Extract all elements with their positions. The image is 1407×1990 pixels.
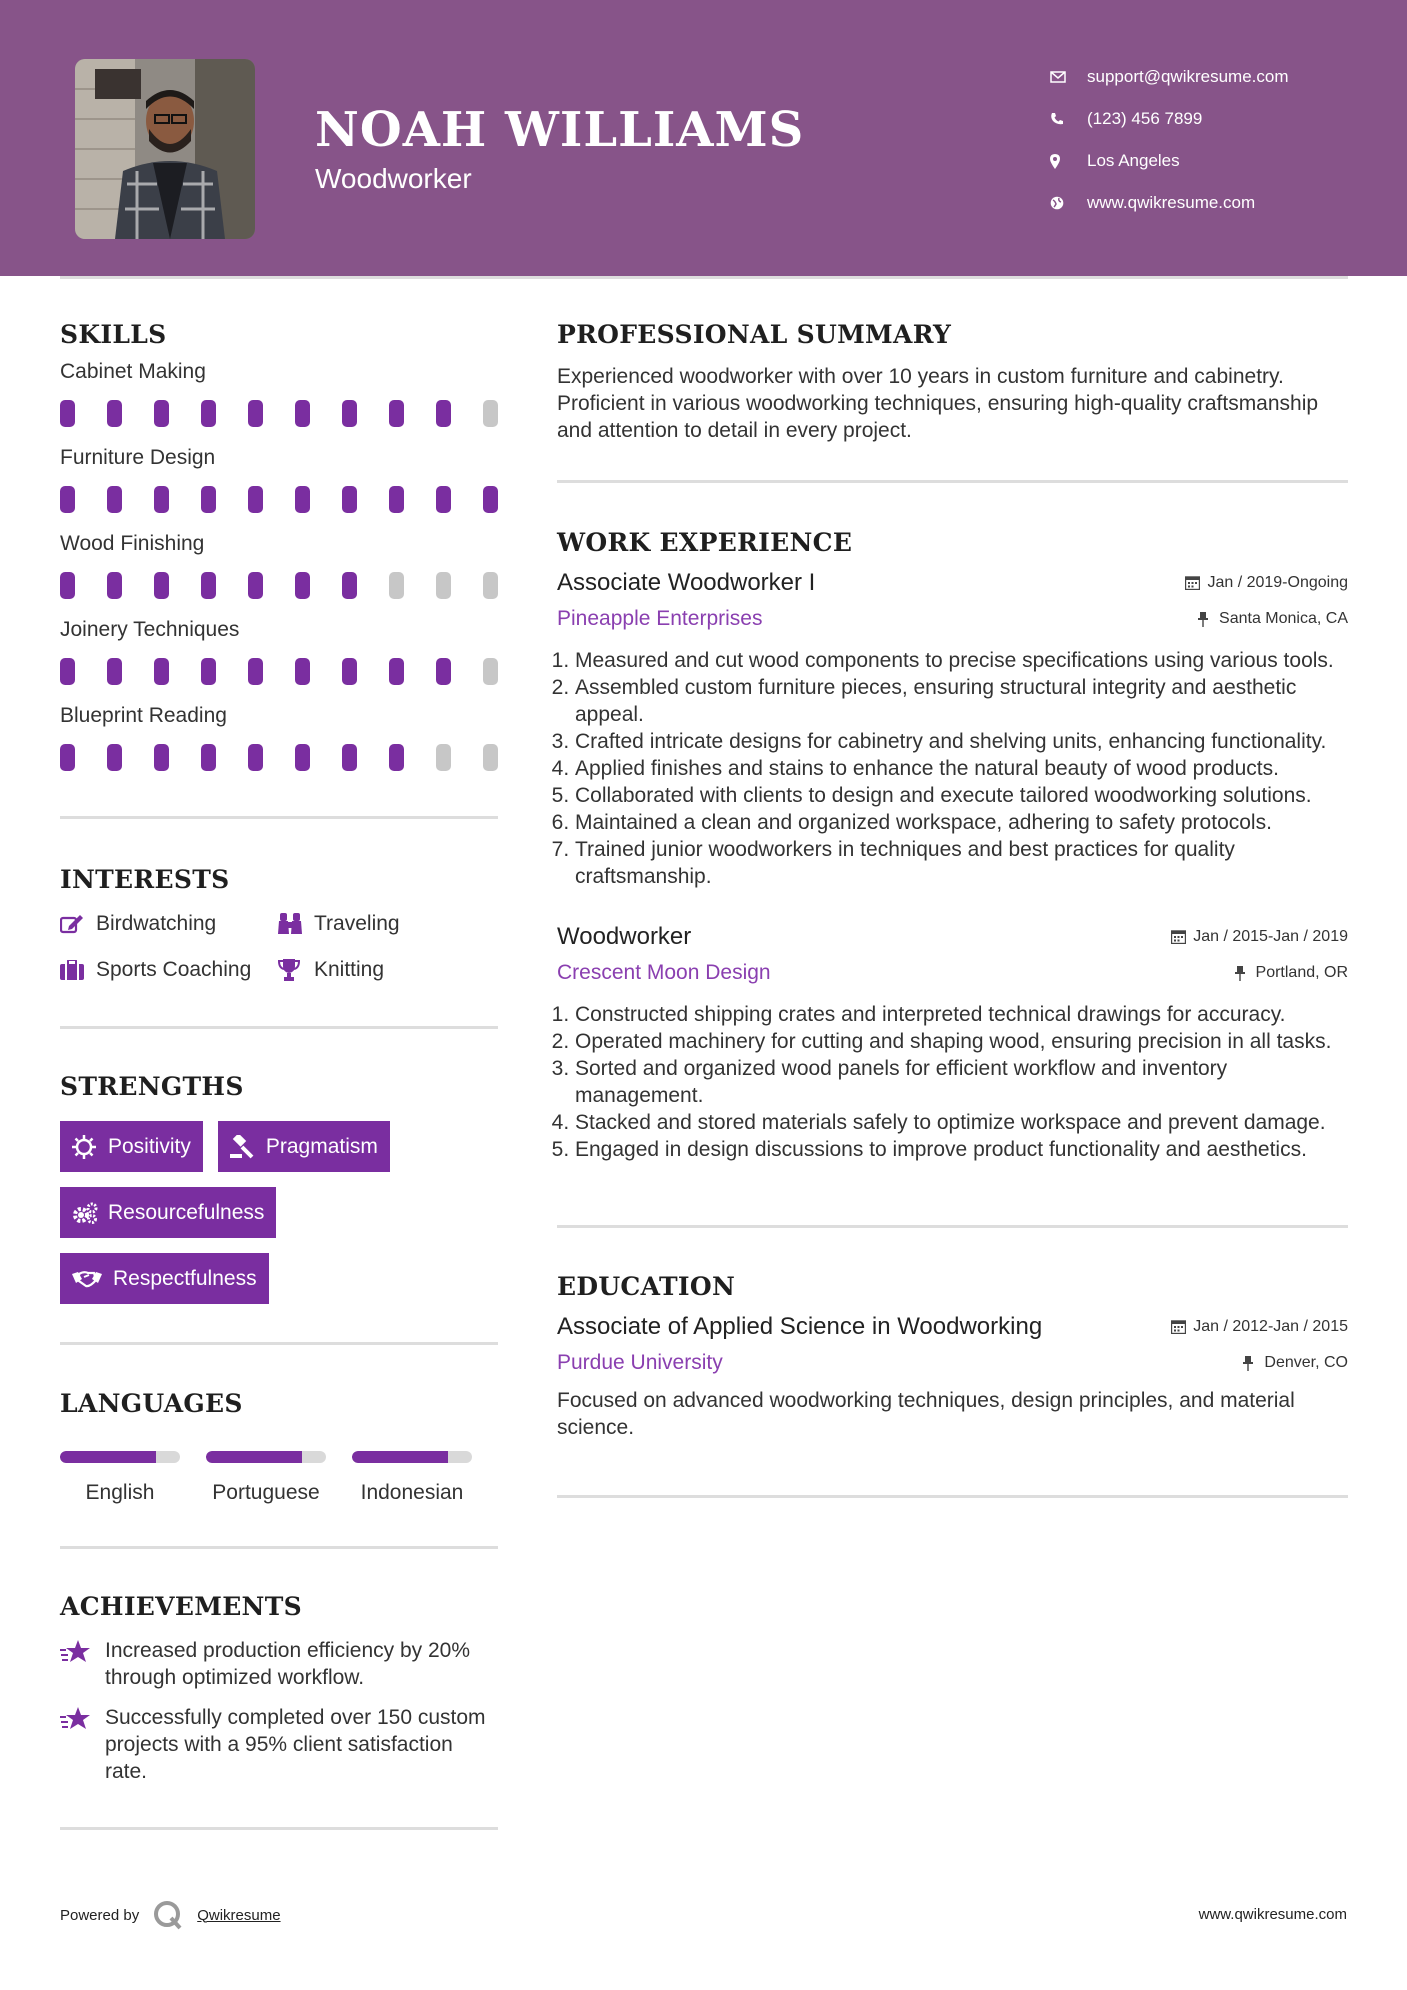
contact-email[interactable]	[1050, 56, 1390, 98]
language-level-bar	[206, 1451, 326, 1463]
skill-dot-filled	[201, 486, 216, 513]
language-level-fill	[352, 1451, 448, 1463]
skill-dot-filled	[201, 658, 216, 685]
interests-section	[60, 865, 498, 984]
summary-heading: PROFESSIONAL SUMMARY	[557, 320, 952, 349]
job-date-text: Jan / 2015-Jan / 2019	[1193, 927, 1348, 945]
strengths-list	[60, 1121, 498, 1304]
responsibility-item: 1. Measured and cut wood components to precise specifications using various tools.	[575, 647, 1348, 674]
skill-dot-filled	[154, 572, 169, 599]
qwikresume-link[interactable]: Qwikresume	[197, 1906, 281, 1924]
phone-icon	[1050, 112, 1087, 126]
contact-list	[1050, 56, 1390, 224]
sun-icon	[72, 1135, 108, 1159]
skill-dot-filled	[248, 744, 263, 771]
skills-list	[60, 360, 498, 772]
language-level-fill	[60, 1451, 156, 1463]
map-pin-icon	[1050, 154, 1087, 169]
skill-dot-empty	[483, 572, 498, 599]
skill-dot-filled	[342, 658, 357, 685]
skill-dot-filled	[60, 744, 75, 771]
achievements-heading: ACHIEVEMENTS	[60, 1592, 302, 1621]
skill-rating	[60, 572, 498, 600]
skill-dot-filled	[60, 486, 75, 513]
left-column	[60, 320, 498, 1830]
qwikresume-logo-icon	[153, 1900, 183, 1930]
skill-rating	[60, 400, 498, 428]
skill-dot-empty	[483, 400, 498, 427]
section-divider	[60, 1026, 498, 1029]
skill-dot-filled	[154, 658, 169, 685]
achievements-section	[60, 1592, 498, 1785]
responsibility-item: 5. Engaged in design discussions to improve product functionality and aesthetics.	[575, 1136, 1348, 1163]
calendar-icon	[1185, 575, 1207, 590]
footer-website[interactable]: www.qwikresume.com	[1198, 1906, 1347, 1923]
star-icon	[60, 1637, 105, 1691]
skill-dot-filled	[342, 486, 357, 513]
gavel-icon	[230, 1135, 266, 1159]
profile-photo	[75, 59, 255, 239]
strength-label: Resourcefulness	[108, 1200, 265, 1224]
interests-heading: INTERESTS	[60, 865, 230, 894]
skill-dot-filled	[107, 486, 122, 513]
section-divider	[60, 1827, 498, 1830]
job-date	[1171, 928, 1348, 946]
skill-dot-filled	[248, 486, 263, 513]
responsibility-item: 5. Collaborated with clients to design and execute tailored woodworking solutions.	[575, 782, 1348, 809]
language-name: Indonesian	[360, 1481, 464, 1504]
job-location	[1197, 607, 1348, 631]
strength-label: Positivity	[108, 1134, 191, 1158]
responsibility-item: 2. Assembled custom furniture pieces, ensuring structural integrity and aesthetic appeal.	[575, 674, 1348, 728]
responsibility-item: 7. Trained junior woodworkers in techniques and best practices for quality craftsmanship.	[575, 836, 1348, 890]
language-name: English	[85, 1481, 155, 1504]
interest-label: Traveling	[314, 912, 400, 935]
contact-website[interactable]	[1050, 182, 1390, 224]
skill-dot-filled	[342, 400, 357, 427]
skill-dot-empty	[436, 572, 451, 599]
header	[0, 0, 1407, 276]
strengths-heading: STRENGTHS	[60, 1072, 244, 1101]
responsibility-item: 4. Stacked and stored materials safely to optimize workspace and prevent damage.	[575, 1109, 1348, 1136]
education-entry	[557, 1313, 1348, 1441]
skill-dot-filled	[107, 400, 122, 427]
language-item	[60, 1451, 206, 1506]
skill-name: Furniture Design	[60, 446, 216, 469]
language-item	[206, 1451, 352, 1506]
contact-location	[1050, 140, 1390, 182]
interest-label: Birdwatching	[96, 912, 217, 935]
skill-dot-filled	[389, 486, 404, 513]
skill-name: Wood Finishing	[60, 532, 205, 555]
interest-label: Knitting	[314, 958, 385, 981]
strength-tag	[60, 1187, 276, 1238]
section-divider	[557, 1495, 1348, 1498]
languages-section	[60, 1389, 498, 1506]
education-date-text: Jan / 2012-Jan / 2015	[1193, 1317, 1348, 1335]
section-divider	[60, 816, 498, 819]
skill-dot-filled	[389, 400, 404, 427]
skill-dot-filled	[295, 486, 310, 513]
experience-section	[557, 528, 1348, 1163]
strength-label: Pragmatism	[265, 1134, 378, 1158]
skill-dot-filled	[248, 658, 263, 685]
section-divider	[60, 1546, 498, 1549]
binoculars-icon	[278, 913, 314, 935]
summary-section	[557, 320, 1348, 444]
skill-name: Cabinet Making	[60, 360, 206, 383]
pushpin-icon	[1242, 1356, 1264, 1371]
skill-dot-filled	[107, 658, 122, 685]
powered-by-text: Powered by	[60, 1906, 140, 1924]
language-level-bar	[60, 1451, 180, 1463]
achievement-item	[60, 1637, 498, 1691]
right-column	[557, 320, 1348, 1498]
job-location-text: Portland, OR	[1255, 964, 1348, 981]
contact-email-text: support@qwikresume.com	[1087, 67, 1289, 86]
skill-dot-filled	[389, 658, 404, 685]
job-date	[1185, 574, 1348, 592]
briefcase-icon	[60, 960, 96, 980]
job-entry	[557, 569, 1348, 890]
language-level-bar	[352, 1451, 472, 1463]
job-responsibilities	[557, 1001, 1348, 1163]
strength-tag	[60, 1121, 203, 1172]
skill-dot-empty	[389, 572, 404, 599]
skill-dot-filled	[107, 572, 122, 599]
skill-dot-filled	[436, 658, 451, 685]
skill-dot-filled	[389, 744, 404, 771]
job-title: Woodworker	[557, 923, 692, 950]
skill-dot-filled	[60, 400, 75, 427]
responsibility-item: 6. Maintained a clean and organized workspace, adhering to safety protocols.	[575, 809, 1348, 836]
skill-rating	[60, 486, 498, 514]
skills-section	[60, 320, 498, 772]
school-name: Purdue University	[557, 1351, 723, 1374]
skill-dot-filled	[248, 572, 263, 599]
calendar-icon	[1171, 1319, 1193, 1334]
education-location	[1242, 1351, 1348, 1375]
languages-list	[60, 1451, 498, 1506]
education-date	[1171, 1318, 1348, 1336]
interest-item	[60, 910, 278, 938]
calendar-icon	[1171, 929, 1193, 944]
responsibility-item: 2. Operated machinery for cutting and shaping wood, ensuring precision in all tasks.	[575, 1028, 1348, 1055]
interests-list	[60, 910, 498, 984]
candidate-name: NOAH WILLIAMS	[315, 102, 805, 158]
languages-heading: LANGUAGES	[60, 1389, 243, 1418]
job-location	[1234, 961, 1348, 985]
education-location-text: Denver, CO	[1264, 1354, 1348, 1371]
globe-icon	[1050, 196, 1087, 210]
education-section	[557, 1272, 1348, 1441]
skills-heading: SKILLS	[60, 320, 167, 349]
responsibility-item: 3. Crafted intricate designs for cabinetry and shelving units, enhancing functionality.	[575, 728, 1348, 755]
footer-powered-by	[60, 1900, 281, 1930]
skill-dot-filled	[154, 744, 169, 771]
skill-dot-filled	[436, 400, 451, 427]
interest-item	[60, 956, 278, 984]
handshake-icon	[72, 1269, 113, 1289]
skill-dot-filled	[60, 572, 75, 599]
skill-dot-filled	[342, 572, 357, 599]
skill-dot-filled	[201, 572, 216, 599]
interest-item	[278, 910, 498, 938]
skill-dot-filled	[295, 744, 310, 771]
skill-dot-filled	[107, 744, 122, 771]
responsibility-item: 3. Sorted and organized wood panels for efficient workflow and inventory management.	[575, 1055, 1348, 1109]
edit-icon	[60, 914, 96, 934]
skill-dot-filled	[295, 572, 310, 599]
skill-name: Blueprint Reading	[60, 704, 227, 727]
summary-text: Experienced woodworker with over 10 years in custom furniture and cabinetry. Proficient in various woodworking techniques, ensuring high-quality craftsmanship and attention to detail in every project.	[557, 365, 1319, 442]
pushpin-icon	[1197, 612, 1219, 627]
skill-dot-empty	[483, 658, 498, 685]
pushpin-icon	[1234, 966, 1256, 981]
skill-dot-filled	[154, 486, 169, 513]
skill-dot-filled	[342, 744, 357, 771]
language-item	[352, 1451, 498, 1506]
contact-website-text: www.qwikresume.com	[1087, 193, 1256, 212]
achievement-item	[60, 1704, 498, 1785]
job-title: Associate Woodworker I	[557, 569, 816, 596]
skill-dot-filled	[154, 400, 169, 427]
achievement-text: Increased production efficiency by 20% through optimized workflow.	[105, 1639, 470, 1689]
skill-dot-filled	[295, 658, 310, 685]
language-level-fill	[206, 1451, 302, 1463]
skill-dot-empty	[483, 744, 498, 771]
section-divider	[557, 1225, 1348, 1228]
strengths-section	[60, 1072, 498, 1304]
responsibility-item: 4. Applied finishes and stains to enhance the natural beauty of wood products.	[575, 755, 1348, 782]
skill-dot-filled	[248, 400, 263, 427]
job-entry	[557, 923, 1348, 1163]
cogs-icon	[72, 1202, 108, 1224]
job-date-text: Jan / 2019-Ongoing	[1207, 573, 1348, 591]
strength-tag	[218, 1121, 390, 1172]
skill-dot-filled	[201, 744, 216, 771]
interest-label: Sports Coaching	[96, 958, 252, 981]
skill-dot-filled	[201, 400, 216, 427]
responsibility-item: 1. Constructed shipping crates and interpreted technical drawings for accuracy.	[575, 1001, 1348, 1028]
section-divider	[557, 480, 1348, 483]
strength-label: Respectfulness	[113, 1266, 257, 1290]
job-responsibilities	[557, 647, 1348, 890]
trophy-icon	[278, 959, 314, 981]
contact-location-text: Los Angeles	[1087, 151, 1180, 170]
skill-rating	[60, 658, 498, 686]
contact-phone[interactable]	[1050, 98, 1390, 140]
language-name: Portuguese	[212, 1481, 320, 1504]
achievement-text: Successfully completed over 150 custom projects with a 95% client satisfaction rate.	[105, 1706, 486, 1783]
education-heading: EDUCATION	[557, 1272, 736, 1301]
company-name: Crescent Moon Design	[557, 961, 771, 984]
experience-heading: WORK EXPERIENCE	[557, 528, 853, 557]
candidate-role: Woodworker	[315, 163, 472, 194]
job-location-text: Santa Monica, CA	[1219, 610, 1348, 627]
section-divider	[60, 1342, 498, 1345]
skill-dot-filled	[295, 400, 310, 427]
star-icon	[60, 1704, 105, 1785]
skill-rating	[60, 744, 498, 772]
skill-name: Joinery Techniques	[60, 618, 240, 641]
company-name: Pineapple Enterprises	[557, 607, 763, 630]
header-divider	[60, 276, 1348, 279]
education-description: Focused on advanced woodworking techniques, design principles, and material science.	[557, 1389, 1295, 1439]
contact-phone-text: (123) 456 7899	[1087, 109, 1203, 128]
degree-title: Associate of Applied Science in Woodworking	[557, 1313, 1043, 1340]
envelope-icon	[1050, 71, 1087, 83]
skill-dot-empty	[436, 744, 451, 771]
strength-tag	[60, 1253, 269, 1304]
skill-dot-filled	[60, 658, 75, 685]
skill-dot-filled	[436, 486, 451, 513]
interest-item	[278, 956, 498, 984]
skill-dot-filled	[483, 486, 498, 513]
